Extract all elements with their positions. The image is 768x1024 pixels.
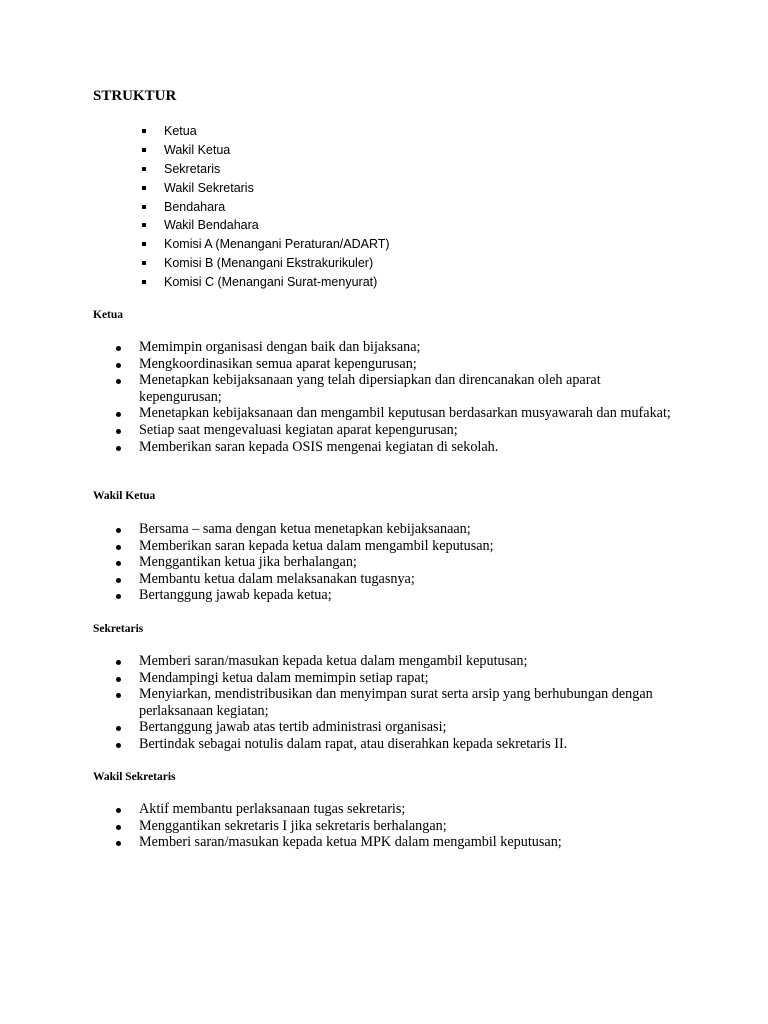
duty-list-wakil-ketua <box>112 521 672 604</box>
bullet-icon <box>116 693 121 698</box>
duty-list-wakil-sekretaris <box>112 801 672 851</box>
bullet-icon <box>116 726 121 731</box>
structure-item-label: Ketua <box>164 124 197 138</box>
structure-item-label: Wakil Sekretaris <box>164 180 254 195</box>
duty-item-text: Menetapkan kebijaksanaan dan mengambil keputusan berdasarkan musyawarah dan mufakat; <box>139 405 671 422</box>
bullet-icon <box>116 743 121 748</box>
bullet-icon <box>116 561 121 566</box>
square-bullet-icon <box>142 242 146 246</box>
duty-item <box>112 356 672 373</box>
structure-item <box>140 179 390 198</box>
duty-item-text: Menggantikan ketua jika berhalangan; <box>139 554 357 571</box>
duty-item-text: Mendampingi ketua dalam memimpin setiap rapat; <box>139 669 429 686</box>
duty-item-text: Mengkoordinasikan semua aparat kepengurusan; <box>139 355 417 372</box>
structure-item <box>140 198 390 217</box>
structure-item <box>140 254 390 273</box>
bullet-icon <box>116 841 121 846</box>
structure-item <box>140 216 390 235</box>
square-bullet-icon <box>142 223 146 227</box>
duty-item-text: Menyiarkan, mendistribusikan dan menyimpan surat serta arsip yang berhubungan dengan perlaksanaan kegiatan; <box>139 686 653 719</box>
section-heading-wakil-sekretaris: Wakil Sekretaris <box>93 771 176 783</box>
bullet-icon <box>116 346 121 351</box>
duty-item-text: Memimpin organisasi dengan baik dan bijaksana; <box>139 339 421 355</box>
duty-item-text: Memberi saran/masukan kepada ketua MPK dalam mengambil keputusan; <box>139 834 562 851</box>
duty-item <box>112 686 672 719</box>
duty-item <box>112 571 672 588</box>
structure-item-label: Wakil Bendahara <box>164 218 259 233</box>
bullet-icon <box>116 594 121 599</box>
bullet-icon <box>116 545 121 550</box>
duty-item-text: Bersama – sama dengan ketua menetapkan kebijaksanaan; <box>139 521 471 537</box>
bullet-icon <box>116 446 121 451</box>
square-bullet-icon <box>142 167 146 171</box>
duty-item <box>112 736 672 753</box>
duty-item <box>112 339 672 356</box>
structure-item <box>140 122 390 141</box>
structure-list <box>140 122 390 292</box>
duty-item-text: Bertindak sebagai notulis dalam rapat, atau diserahkan kepada sekretaris II. <box>139 735 568 752</box>
duty-item <box>112 587 672 604</box>
duty-item <box>112 818 672 835</box>
structure-item-label: Wakil Ketua <box>164 142 231 157</box>
duty-item <box>112 670 672 687</box>
duty-item-text: Aktif membantu perlaksanaan tugas sekretaris; <box>139 801 406 817</box>
duty-item <box>112 521 672 538</box>
bullet-icon <box>116 412 121 417</box>
square-bullet-icon <box>142 148 146 152</box>
duty-item-text: Memberi saran/masukan kepada ketua dalam mengambil keputusan; <box>139 653 528 669</box>
bullet-icon <box>116 363 121 368</box>
structure-item-label: Komisi B (Menangani Ekstrakurikuler) <box>164 256 374 271</box>
structure-item-label: Komisi C (Menangani Surat-menyurat) <box>164 275 378 290</box>
duty-item-text: Bertanggung jawab atas tertib administrasi organisasi; <box>139 719 447 736</box>
square-bullet-icon <box>142 261 146 265</box>
structure-item-label: Bendahara <box>164 199 226 214</box>
structure-item <box>140 141 390 160</box>
duty-item-text: Setiap saat mengevaluasi kegiatan aparat kepengurusan; <box>139 421 458 438</box>
duty-item-text: Memberikan saran kepada ketua dalam mengambil keputusan; <box>139 537 494 554</box>
bullet-icon <box>116 528 121 533</box>
square-bullet-icon <box>142 186 146 190</box>
duty-item <box>112 439 672 456</box>
duty-item <box>112 538 672 555</box>
square-bullet-icon <box>142 205 146 209</box>
section-heading-sekretaris: Sekretaris <box>93 623 144 635</box>
structure-item-label: Komisi A (Menangani Peraturan/ADART) <box>164 237 390 252</box>
page-title: STRUKTUR <box>93 88 177 104</box>
duty-item-text: Bertanggung jawab kepada ketua; <box>139 587 332 604</box>
square-bullet-icon <box>142 280 146 284</box>
duty-item <box>112 719 672 736</box>
bullet-icon <box>116 578 121 583</box>
structure-item-label: Sekretaris <box>164 161 221 176</box>
duty-item-text: Memberikan saran kepada OSIS mengenai kegiatan di sekolah. <box>139 438 499 455</box>
bullet-icon <box>116 429 121 434</box>
duty-item <box>112 422 672 439</box>
duty-item <box>112 372 672 405</box>
structure-item <box>140 235 390 254</box>
duty-list-sekretaris <box>112 653 672 753</box>
duty-item <box>112 405 672 422</box>
square-bullet-icon <box>142 129 146 133</box>
duty-item <box>112 834 672 851</box>
duty-item <box>112 554 672 571</box>
bullet-icon <box>116 808 121 813</box>
duty-item <box>112 653 672 670</box>
structure-item <box>140 273 390 292</box>
duty-item <box>112 801 672 818</box>
bullet-icon <box>116 677 121 682</box>
duty-list-ketua <box>112 339 672 455</box>
bullet-icon <box>116 825 121 830</box>
bullet-icon <box>116 660 121 665</box>
bullet-icon <box>116 379 121 384</box>
duty-item-text: Menggantikan sekretaris I jika sekretaris berhalangan; <box>139 817 447 834</box>
duty-item-text: Menetapkan kebijaksanaan yang telah dipersiapkan dan direncanakan oleh aparat kepengurusan; <box>139 372 601 405</box>
structure-item <box>140 160 390 179</box>
section-heading-ketua: Ketua <box>93 309 124 321</box>
section-heading-wakil-ketua: Wakil Ketua <box>93 490 156 502</box>
duty-item-text: Membantu ketua dalam melaksanakan tugasnya; <box>139 570 415 587</box>
